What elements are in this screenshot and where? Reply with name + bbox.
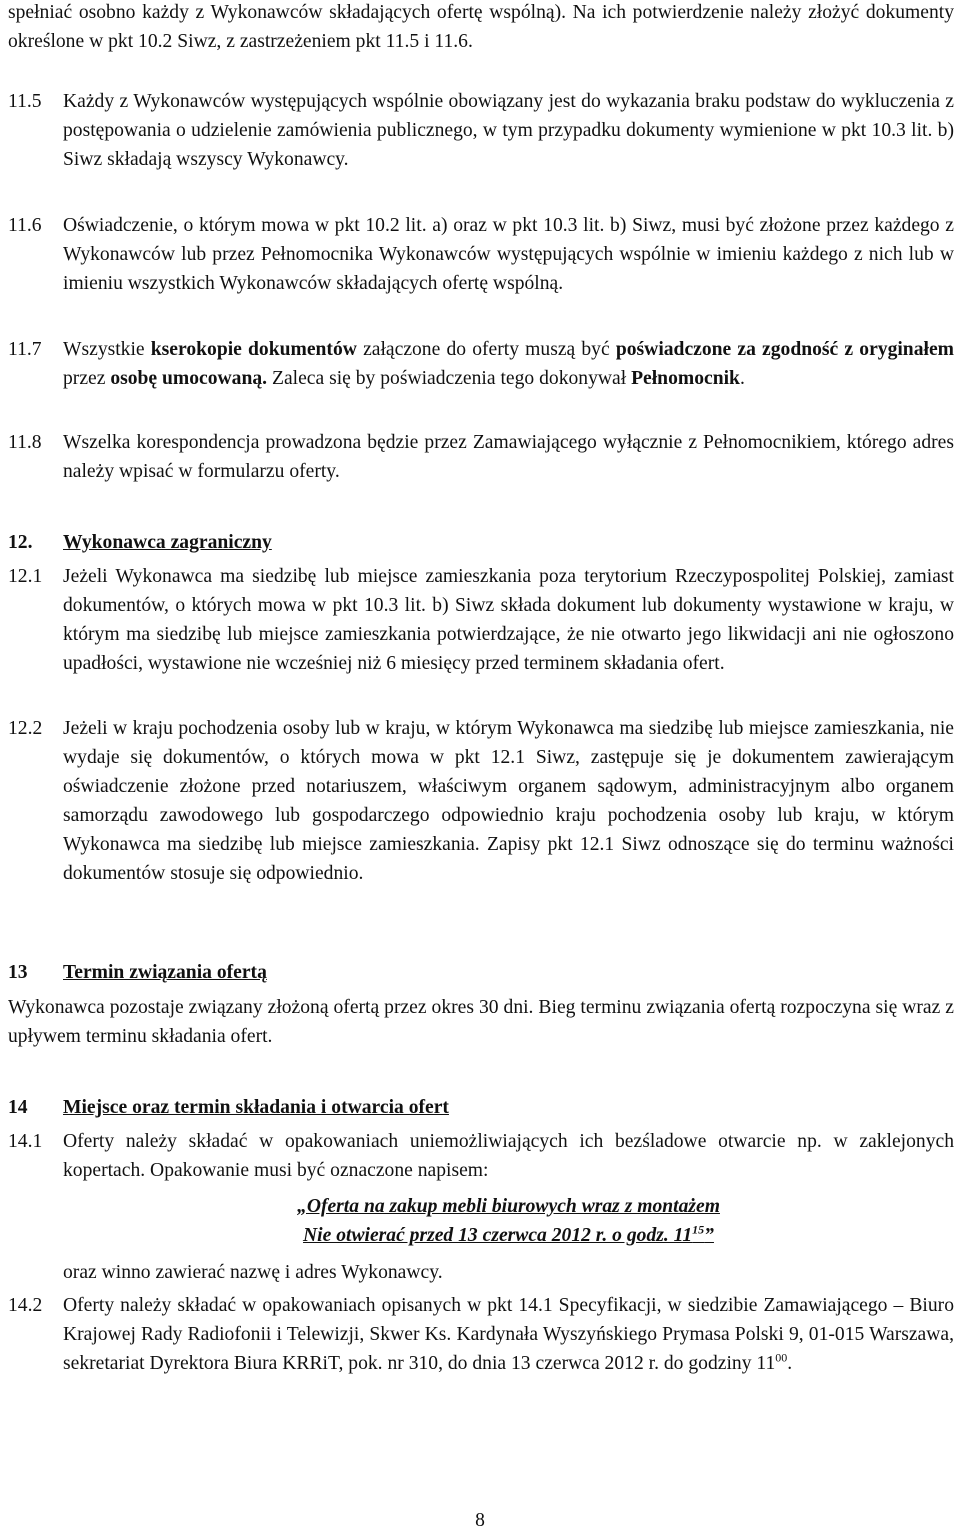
heading-number: 13 [8,962,28,983]
section-text [63,335,954,393]
section-text: Wszelka korespondencja prowadzona będzie przez Zamawiającego wyłącznie z Pełnomocnikiem, którego adres należy wpisać w formularzu oferty. [63,432,954,482]
section-14-1-after: oraz winno zawierać nazwę i adres Wykonawcy. [63,1262,443,1283]
section-number: 11.5 [8,91,42,112]
superscript: 00 [775,1350,788,1365]
heading-title: Termin związania ofertą [63,962,267,983]
page-number: 8 [475,1510,485,1531]
bold-run: osobę umocowaną. [110,368,268,389]
heading-number: 12. [8,532,33,553]
section-text: Oferty należy składać w opakowaniach uniemożliwiających ich bezśladowe otwarcie np. w zaklejonych kopertach. Opakowanie musi być oznaczone napisem: [63,1131,954,1181]
section-number: 11.6 [8,215,42,236]
bold-run: kserokopie dokumentów [150,339,357,360]
bold-run: Pełnomocnik [631,368,740,389]
section-13-paragraph: Wykonawca pozostaje związany złożoną ofertą przez okres 30 dni. Bieg terminu związania ofertą rozpoczyna się wraz z upływem terminu składania ofert. [8,997,954,1047]
text-run: Zaleca się by poświadczenia tego dokonywał [267,368,632,389]
section-text [63,1291,954,1378]
text-run: . [739,368,745,389]
text-run: Oferty należy składać w opakowaniach opisanych w pkt 14.1 Specyfikacji, w siedzibie Zamawiającego – Biuro Krajowej Rady Radiofonii i Telewizji, Skwer Ks. Kardynała Wyszyńskiego Prymasa Polski 9, 01-015 Warszawa, sekretariat Dyrektora Biura KRRiT, pok. nr 310, do dnia 13 czerwca 2012 r. do godziny 11 [63,1295,954,1374]
heading-title: Miejsce oraz termin składania i otwarcia ofert [63,1097,449,1118]
label-closing-quote: ” [704,1225,714,1246]
text-run: Wszystkie [63,339,151,360]
section-text: Każdy z Wykonawców występujących wspólnie obowiązany jest do wykazania braku podstaw do wykluczenia z postępowania o udzielenie zamówienia publicznego, w tym przypadku dokumenty wymienione w pkt 10.3 lit. b) Siwz składają wszyscy Wykonawcy. [63,91,954,170]
text-run: . [787,1353,793,1374]
text-run: załączone do oferty muszą być [356,339,616,360]
text-run: przez [63,368,111,389]
bold-run: poświadczone za zgodność z oryginałem [615,339,954,360]
section-number: 12.2 [8,718,43,739]
heading-number: 14 [8,1097,28,1118]
section-number: 12.1 [8,566,43,587]
envelope-label-line-1: „Oferta na zakup mebli biurowych wraz z montażem [297,1196,720,1217]
section-text: Jeżeli Wykonawca ma siedzibę lub miejsce zamieszkania poza terytorium Rzeczypospolitej Polskiej, zamiast dokumentów, o których mowa w pkt 10.3 lit. b) Siwz składa dokument lub dokumenty wystawione w kraju, w którym ma siedzibę lub miejsce zamieszkania potwierdzające, że nie otwarto jego likwidacji ani nie ogłoszono upadłości, wystawione nie wcześniej niż 6 miesięcy przed terminem składania ofert. [63,566,954,674]
label-text: Nie otwierać przed 13 czerwca 2012 r. o godz. 11 [303,1225,693,1246]
section-text: Oświadczenie, o którym mowa w pkt 10.2 lit. a) oraz w pkt 10.3 lit. b) Siwz, musi być złożone przez każdego z Wykonawców lub przez Pełnomocnika Wykonawców występujących wspólnie w imieniu każdego z nich lub w imieniu wszystkich Wykonawców składających ofertę wspólną. [63,215,954,294]
section-number: 11.8 [8,432,42,453]
section-number: 14.1 [8,1131,43,1152]
section-number: 11.7 [8,339,42,360]
intro-paragraph: spełniać osobno każdy z Wykonawców składających ofertę wspólną). Na ich potwierdzenie należy złożyć dokumenty określone w pkt 10.2 Siwz, z zastrzeżeniem pkt 11.5 i 11.6. [8,2,954,52]
heading-title: Wykonawca zagraniczny [63,532,272,553]
label-superscript: 15 [692,1222,705,1237]
section-number: 14.2 [8,1295,43,1316]
envelope-label-line-2 [63,1221,954,1250]
section-text: Jeżeli w kraju pochodzenia osoby lub w kraju, w którym Wykonawca ma siedzibę lub miejsce zamieszkania, nie wydaje się dokumentów, o których mowa w pkt 12.1 Siwz, zastępuje się je dokumentem zawierającym oświadczenie złożone przed notariuszem, właściwym organem sądowym, administracyjnym albo organem samorządu zawodowego lub gospodarczego odpowiednio kraju pochodzenia osoby lub kraju, w którym Wykonawca ma siedzibę lub miejsce zamieszkania. Zapisy pkt 12.1 Siwz odnoszące się do terminu ważności dokumentów stosuje się odpowiednio. [63,718,954,884]
